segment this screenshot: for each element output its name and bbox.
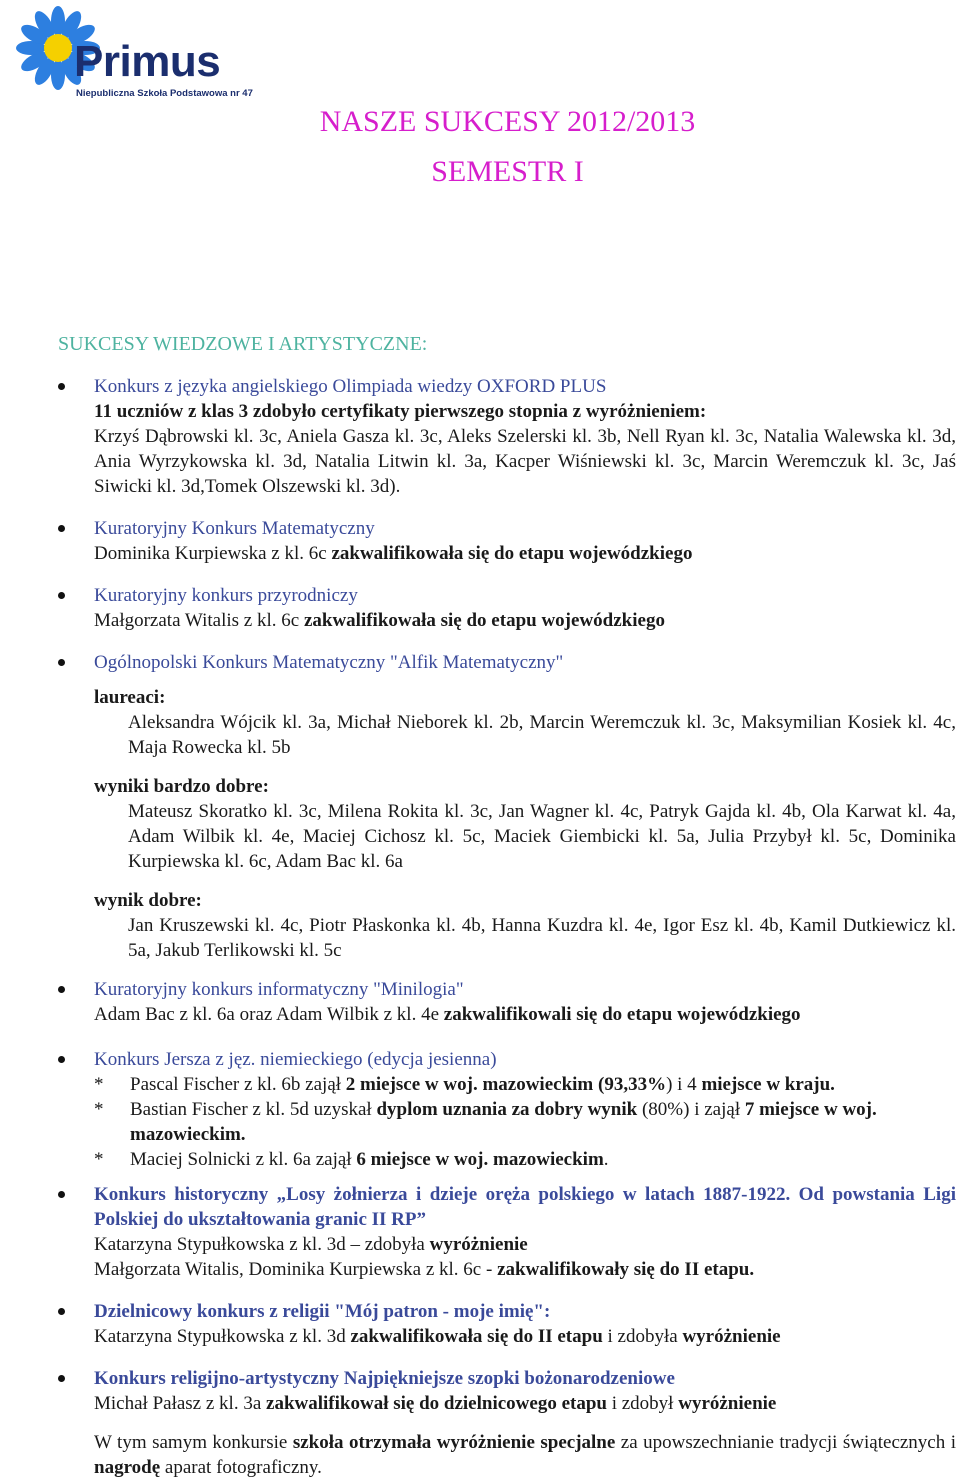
item-result: Dominika Kurpiewska z kl. 6c zakwalifikowała się do etapu wojewódzkiego xyxy=(94,543,693,564)
item-result: Katarzyna Stypułkowska z kl. 3d – zdobyła wyróżnienie xyxy=(94,1234,528,1255)
asterisk-marker: * xyxy=(94,1074,104,1095)
school-logo xyxy=(14,6,254,106)
list-item-math xyxy=(94,516,956,566)
bullet-icon xyxy=(58,592,65,599)
achievements-list xyxy=(94,374,956,1480)
special-award: W tym samym konkursie szkoła otrzymała wyróżnienie specjalne za upowszechnianie tradycji świątecznych i nagrodę aparat fotograficzny. xyxy=(94,1432,956,1478)
good-list: Jan Kruszewski kl. 4c, Piotr Płaskonka kl. 4b, Hanna Kuzdra kl. 4e, Igor Esz kl. 4b, Kamil Dutkiewicz kl. 5a, Jakub Terlikowski kl. 5c xyxy=(128,915,956,961)
item-result: Małgorzata Witalis z kl. 6c zakwalifikowała się do etapu wojewódzkiego xyxy=(94,610,665,631)
list-item-alfik xyxy=(94,650,956,963)
page-subtitle: SEMESTR I xyxy=(431,155,584,188)
very-good-list: Mateusz Skoratko kl. 3c, Milena Rokita kl. 3c, Jan Wagner kl. 4c, Patryk Gajda kl. 4b, Ola Karwat kl. 4a, Adam Wilbik kl. 4e, Maciej Cichosz kl. 5c, Maciek Giembicki kl. 5a, Julia Przybył kl. 5c, Dominika Kurpiewska kl. 6c, Adam Bac kl. 6a xyxy=(128,801,956,872)
item-title: Dzielnicowy konkurs z religii "Mój patron - moje imię": xyxy=(94,1301,551,1322)
item-result: Katarzyna Stypułkowska z kl. 3d zakwalifikowała się do II etapu i zdobyła wyróżnienie xyxy=(94,1326,781,1347)
logo-subtitle: Niepubliczna Szkoła Podstawowa nr 47 xyxy=(76,88,253,99)
list-item-jersz xyxy=(94,1047,956,1172)
laureates-heading: laureaci: xyxy=(94,687,166,708)
item-title: Kuratoryjny Konkurs Matematyczny xyxy=(94,518,375,539)
item-title: Konkurs Jersza z jęz. niemieckiego (edycja jesienna) xyxy=(94,1049,497,1070)
page-title: NASZE SUKCESY 2012/2013 xyxy=(319,105,696,138)
item-summary: 11 uczniów z klas 3 zdobyło certyfikaty pierwszego stopnia z wyróżnieniem: xyxy=(94,401,707,422)
item-title: Konkurs historyczny „Losy żołnierza i dzieje oręża polskiego w latach 1887-1922. Od powstania Ligi Polskiej do ukształtowania granic II RP” xyxy=(94,1184,956,1230)
very-good-heading: wyniki bardzo dobre: xyxy=(94,776,269,797)
list-item-nature xyxy=(94,583,956,633)
item-title: Kuratoryjny konkurs przyrodniczy xyxy=(94,585,358,606)
item-result: Adam Bac z kl. 6a oraz Adam Wilbik z kl. 4e zakwalifikowali się do etapu wojewódzkiego xyxy=(94,1004,801,1025)
result-row: * Maciej Solnicki z kl. 6a zajął 6 miejsce w woj. mazowieckim. xyxy=(94,1149,609,1170)
section-heading: SUKCESY WIEDZOWE I ARTYSTYCZNE: xyxy=(58,333,428,355)
bullet-icon xyxy=(58,1375,65,1382)
item-title: Konkurs z języka angielskiego Olimpiada wiedzy OXFORD PLUS xyxy=(94,376,607,397)
bullet-icon xyxy=(58,986,65,993)
item-names: Krzyś Dąbrowski kl. 3c, Aniela Gasza kl. 3c, Aleks Szelerski kl. 3b, Nell Ryan kl. 3c, Natalia Walewska kl. 3d, Ania Wyrzykowska kl. 3d, Natalia Litwin kl. 3a, Kacper Wiśniewski kl. 3c, Marcin Weremczuk kl. 3c, Jaś Siwicki kl. 3d,Tomek Olszewski kl. 3d). xyxy=(94,426,956,497)
logo-wordmark: Primus xyxy=(74,37,221,86)
item-title: Konkurs religijno-artystyczny Najpiękniejsze szopki bożonarodzeniowe xyxy=(94,1368,675,1389)
laureates-list: Aleksandra Wójcik kl. 3a, Michał Nieborek kl. 2b, Marcin Weremczuk kl. 3c, Maksymilian Kosiek kl. 4c, Maja Rowecka kl. 5b xyxy=(128,712,956,758)
list-item-religion xyxy=(94,1299,956,1349)
asterisk-marker: * xyxy=(94,1149,104,1170)
good-heading: wynik dobre: xyxy=(94,890,202,911)
list-item-history xyxy=(94,1182,956,1282)
list-item-minilogia xyxy=(94,977,956,1027)
result-row: * Pascal Fischer z kl. 6b zajął 2 miejsce w woj. mazowieckim (93,33%) i 4 miejsce w kraju. xyxy=(94,1074,835,1095)
bullet-icon xyxy=(58,1056,65,1063)
list-item-oxford xyxy=(94,374,956,499)
item-result: Małgorzata Witalis, Dominika Kurpiewska z kl. 6c - zakwalifikowały się do II etapu. xyxy=(94,1259,755,1280)
item-result: Michał Pałasz z kl. 3a zakwalifikował się do dzielnicowego etapu i zdobył wyróżnienie xyxy=(94,1393,777,1414)
item-title: Kuratoryjny konkurs informatyczny "Minilogia" xyxy=(94,979,464,1000)
bullet-icon xyxy=(58,525,65,532)
asterisk-marker: * xyxy=(94,1099,104,1120)
bullet-icon xyxy=(58,659,65,666)
bullet-icon xyxy=(58,1308,65,1315)
item-title: Ogólnopolski Konkurs Matematyczny "Alfik Matematyczny" xyxy=(94,652,564,673)
bullet-icon xyxy=(58,383,65,390)
list-item-cribs xyxy=(94,1366,956,1480)
bullet-icon xyxy=(58,1191,65,1198)
result-row: * Bastian Fischer z kl. 5d uzyskał dyplom uznania za dobry wynik (80%) i zajął 7 miejsce w woj. mazowieckim. xyxy=(94,1099,877,1145)
